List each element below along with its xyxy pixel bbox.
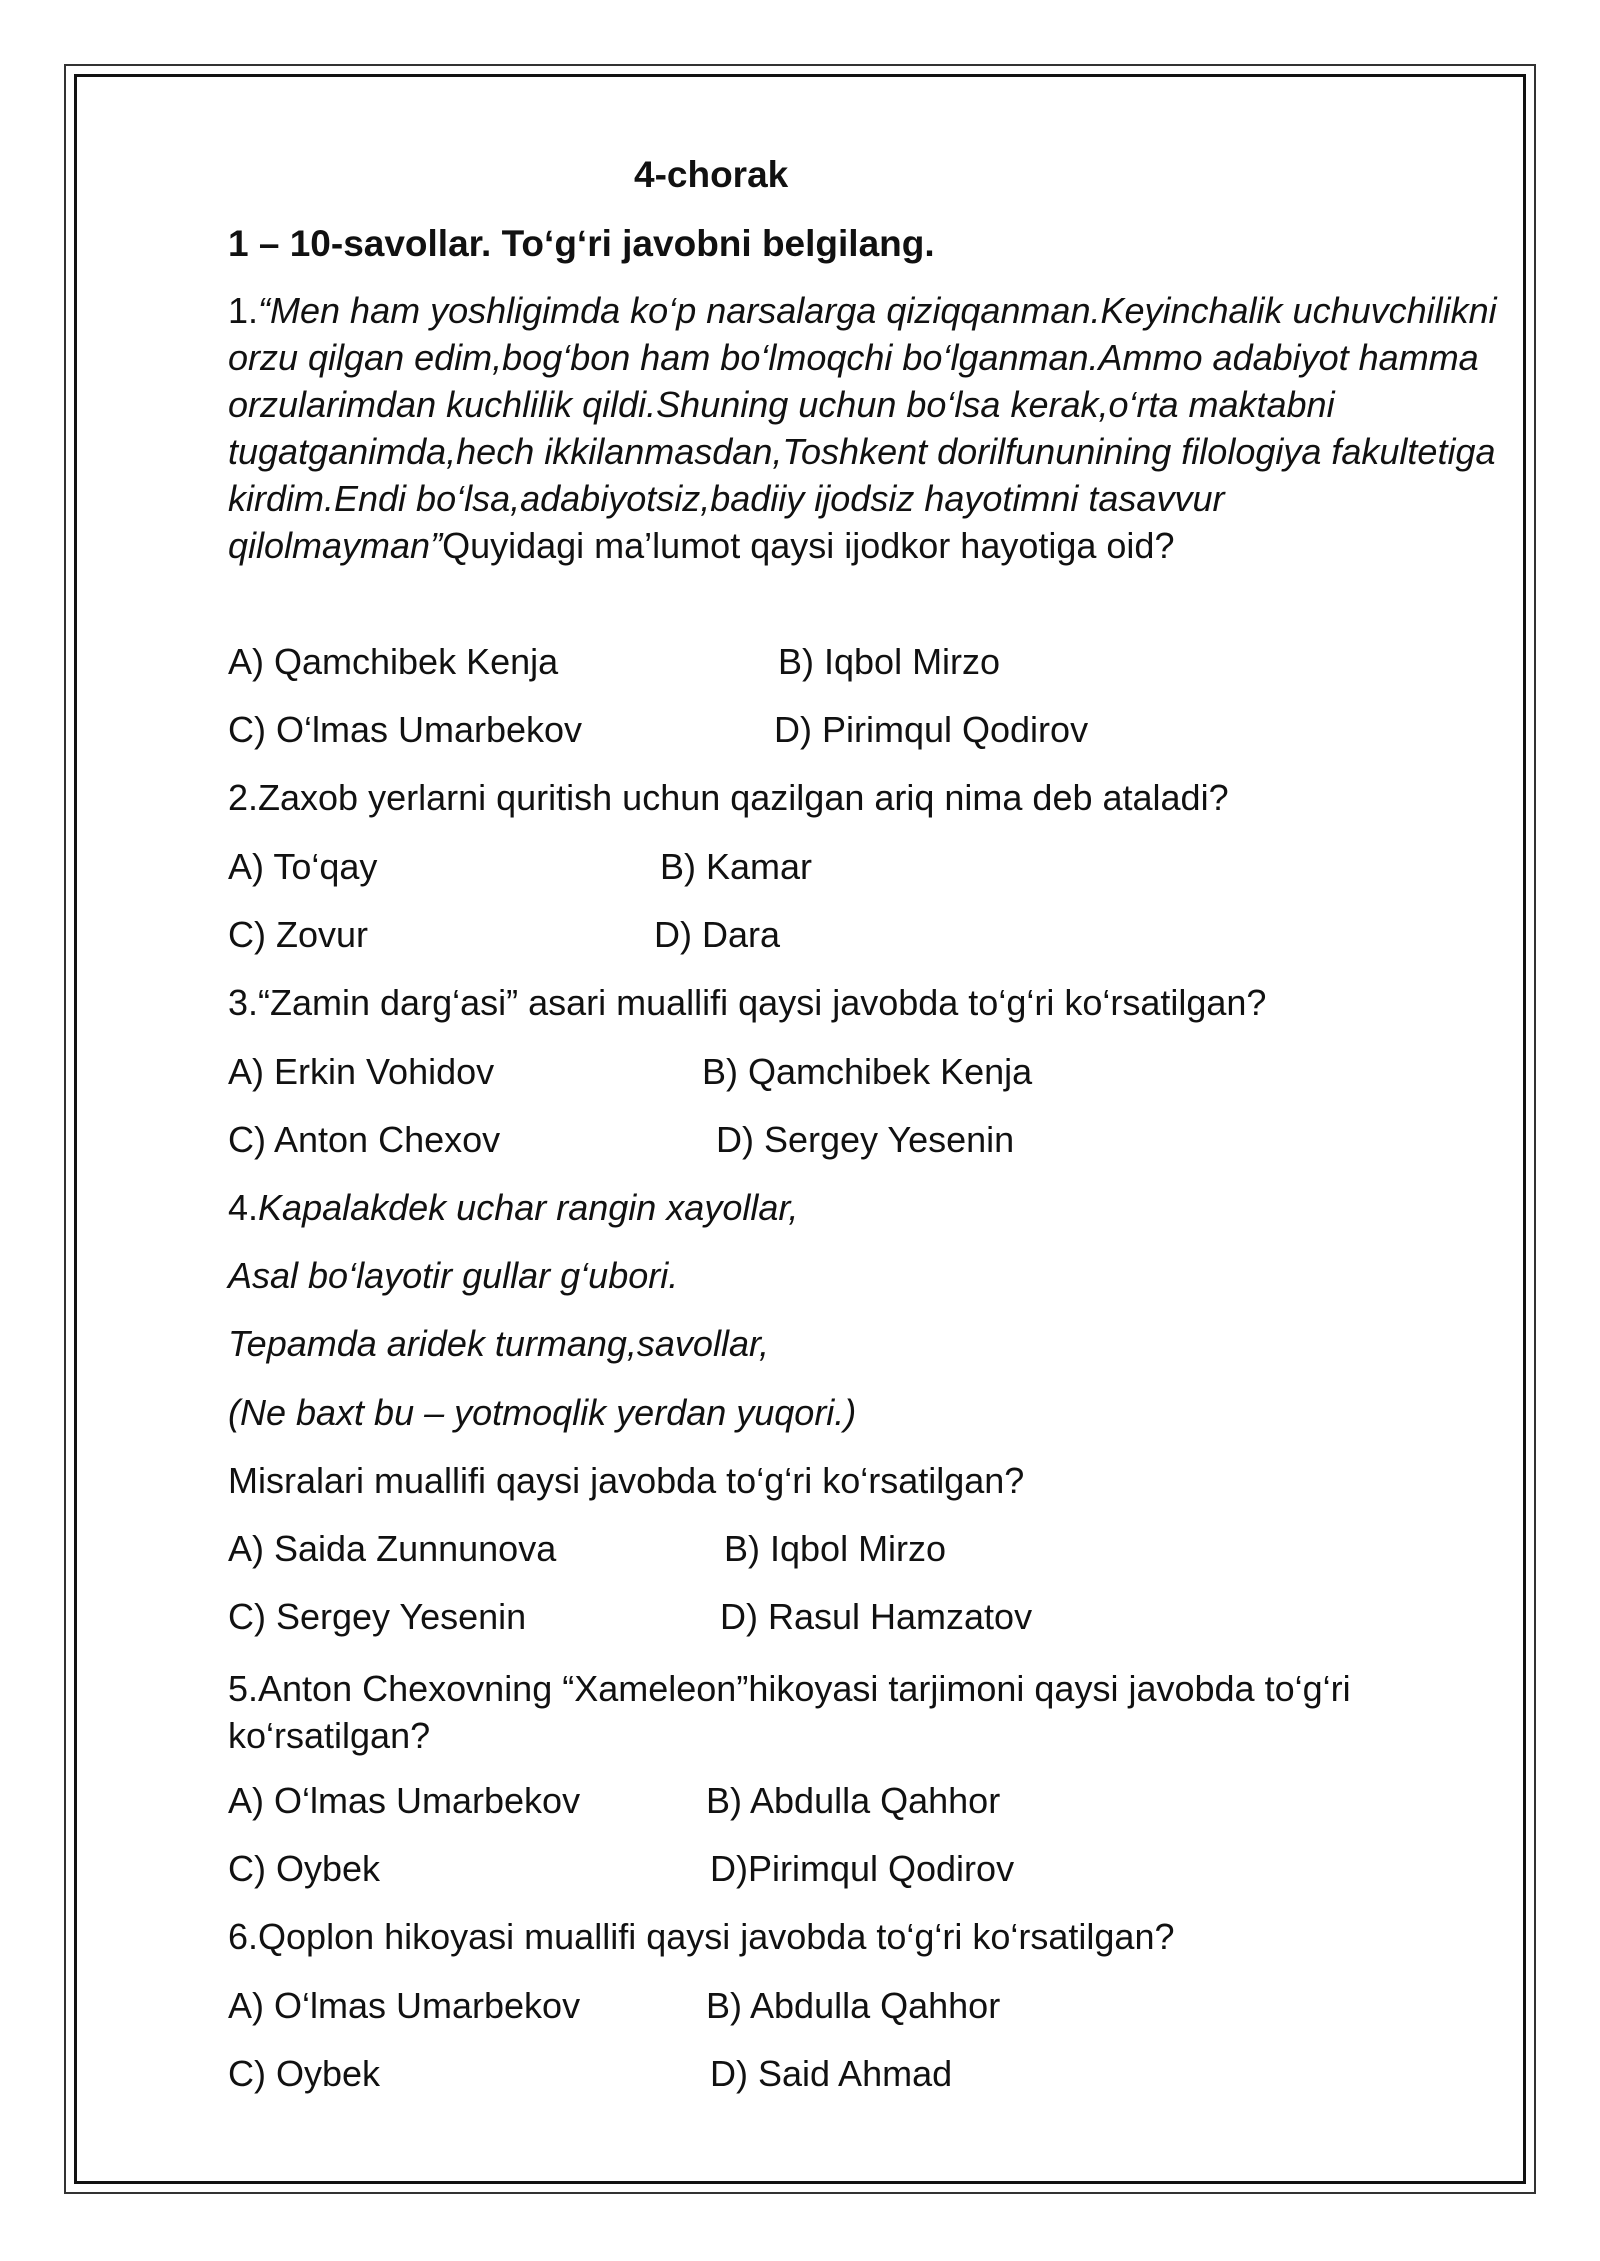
question-4-poem-line-4: (Ne baxt bu – yotmoqlik yerdan yuqori.)	[228, 1392, 857, 1433]
question-4-option-d[interactable]: D) Rasul Hamzatov	[720, 1596, 1033, 1637]
question-1-quote: “Men ham yoshligimda ko‘p narsalarga qiziqqanman.Keyinchalik uchuvchilikni orzu qilgan edim,bog‘bon ham bo‘lmoqchi bo‘lganman.Ammo adabiyot hamma orzularimdan kuchlilik qildi.Shuning uchun bo‘lsa kerak,o‘rta maktabni tugatganimda,hech ikkilanmasdan,Toshkent dorilfununining filologiya fakultetiga kirdim.Endi bo‘lsa,adabiyotsiz,badiiy ijodsiz hayotimni tasavvur qilolmayman”	[228, 290, 1497, 566]
question-2-option-b[interactable]: B) Kamar	[660, 846, 813, 887]
question-1-option-d[interactable]: D) Pirimqul Qodirov	[774, 709, 1089, 750]
question-4-option-a[interactable]: A) Saida Zunnunova	[228, 1528, 557, 1569]
question-3-text: 3.“Zamin darg‘asi” asari muallifi qaysi javobda to‘g‘ri ko‘rsatilgan?	[228, 982, 1267, 1023]
section-instruction: 1 – 10-savollar. To‘g‘ri javobni belgilang.	[228, 223, 935, 264]
question-3-option-a[interactable]: A) Erkin Vohidov	[228, 1051, 495, 1092]
question-4-poem-line-1: 4.Kapalakdek uchar rangin xayollar,	[228, 1187, 799, 1228]
question-6-option-c[interactable]: C) Oybek	[228, 2053, 381, 2094]
question-4-number: 4.	[228, 1187, 259, 1228]
page-title: 4-chorak	[634, 154, 789, 195]
question-1-option-b[interactable]: B) Iqbol Mirzo	[778, 641, 1001, 682]
question-4-option-c[interactable]: C) Sergey Yesenin	[228, 1596, 527, 1637]
question-4-poem-line-2: Asal bo‘layotir gullar g‘ubori.	[228, 1255, 679, 1296]
question-2-option-d[interactable]: D) Dara	[654, 914, 781, 955]
question-6-option-d[interactable]: D) Said Ahmad	[710, 2053, 953, 2094]
question-1-option-c[interactable]: C) O‘lmas Umarbekov	[228, 709, 583, 750]
question-5-option-d[interactable]: D)Pirimqul Qodirov	[710, 1848, 1015, 1889]
question-1	[228, 287, 1508, 569]
question-6-option-a[interactable]: A) O‘lmas Umarbekov	[228, 1985, 581, 2026]
question-1-text: Quyidagi ma’lumot qaysi ijodkor hayotiga oid?	[442, 525, 1175, 566]
question-5-option-c[interactable]: C) Oybek	[228, 1848, 381, 1889]
question-6-text: 6.Qoplon hikoyasi muallifi qaysi javobda to‘g‘ri ko‘rsatilgan?	[228, 1916, 1175, 1957]
question-6-option-b[interactable]: B) Abdulla Qahhor	[706, 1985, 1001, 2026]
question-1-number: 1.	[228, 290, 259, 331]
question-2-text: 2.Zaxob yerlarni quritish uchun qazilgan ariq nima deb ataladi?	[228, 777, 1229, 818]
question-2-option-c[interactable]: C) Zovur	[228, 914, 369, 955]
question-3-option-c[interactable]: C) Anton Chexov	[228, 1119, 501, 1160]
question-4-poem-line-3: Tepamda aridek turmang,savollar,	[228, 1323, 769, 1364]
question-2-option-a[interactable]: A) To‘qay	[228, 846, 378, 887]
question-3-option-b[interactable]: B) Qamchibek Kenja	[702, 1051, 1033, 1092]
question-4-text: Misralari muallifi qaysi javobda to‘g‘ri ko‘rsatilgan?	[228, 1460, 1025, 1501]
question-4-option-b[interactable]: B) Iqbol Mirzo	[724, 1528, 947, 1569]
question-3-option-d[interactable]: D) Sergey Yesenin	[716, 1119, 1015, 1160]
question-5-text: 5.Anton Chexovning “Xameleon”hikoyasi tarjimoni qaysi javobda to‘g‘ri ko‘rsatilgan?	[228, 1668, 1351, 1756]
question-1-option-a[interactable]: A) Qamchibek Kenja	[228, 641, 559, 682]
question-5-option-b[interactable]: B) Abdulla Qahhor	[706, 1780, 1001, 1821]
question-5-option-a[interactable]: A) O‘lmas Umarbekov	[228, 1780, 581, 1821]
